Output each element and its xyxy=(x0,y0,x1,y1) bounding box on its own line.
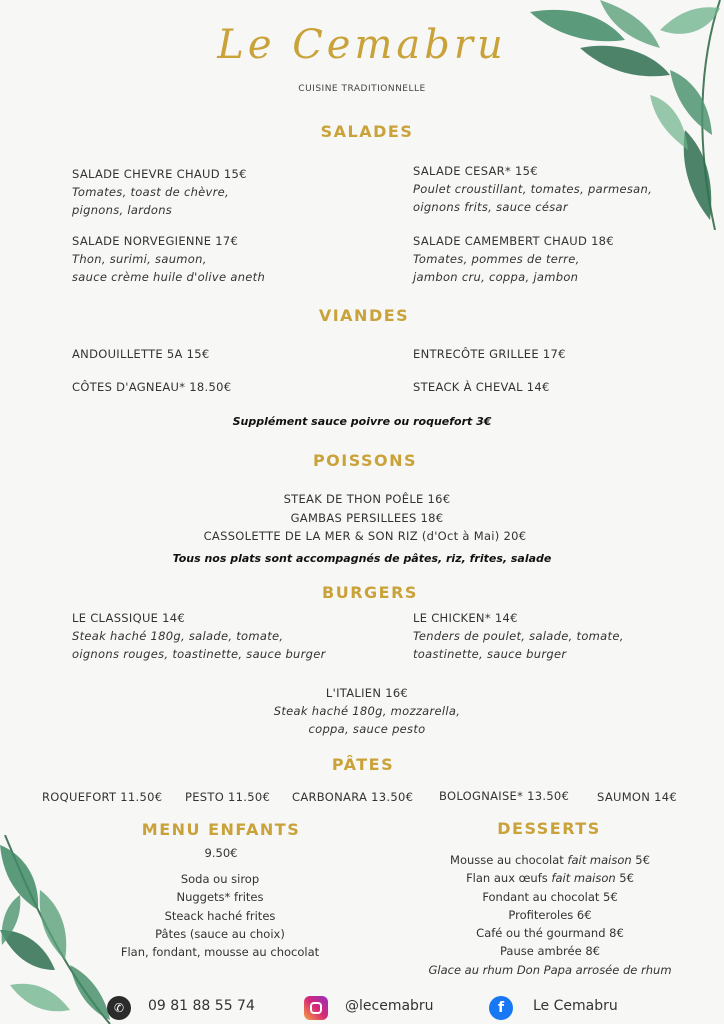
menu-item-salade-cesar xyxy=(413,162,652,216)
item-description: Thon, surimi, saumon, xyxy=(72,252,207,266)
list-item: Fondant au chocolat 5€ xyxy=(482,889,618,904)
menu-item-salade-chevre xyxy=(72,165,247,219)
list-item: Nuggets* frites xyxy=(176,890,264,905)
section-heading-viandes: VIANDES xyxy=(318,306,410,325)
item-description: Tomates, toast de chèvre, xyxy=(72,185,230,199)
section-heading-desserts: DESSERTS xyxy=(497,819,601,838)
phone-icon: ✆ xyxy=(107,996,131,1020)
item-description: pignons, lardons xyxy=(72,203,173,217)
menu-item-burger-chicken xyxy=(413,609,624,663)
menu-item-burger-classique xyxy=(72,609,326,663)
desserts-list xyxy=(410,851,690,979)
item-description: sauce crème huile d'olive aneth xyxy=(72,270,266,284)
list-item: Flan, fondant, mousse au chocolat xyxy=(120,945,320,960)
section-heading-salades: SALADES xyxy=(320,122,414,141)
item-name: SALADE CESAR* 15€ xyxy=(413,164,538,178)
phone-number[interactable]: 09 81 88 55 74 xyxy=(148,998,255,1014)
menu-item-andouillette: ANDOUILLETTE 5A 15€ xyxy=(72,347,210,361)
menu-item-burger-italien xyxy=(0,684,724,738)
list-item: Mousse au chocolat fait maison 5€ xyxy=(450,853,650,867)
list-item: Profiteroles 6€ xyxy=(508,907,592,922)
list-item: Café ou thé gourmand 8€ xyxy=(476,926,624,941)
item-description: coppa, sauce pesto xyxy=(308,722,426,736)
list-item: Steack haché frites xyxy=(164,908,276,923)
menu-item-steak-thon: STEAK DE THON POÊLE 16€ xyxy=(283,492,451,506)
item-description: oignons rouges, toastinette, sauce burger xyxy=(72,647,326,661)
instagram-handle[interactable]: @lecemabru xyxy=(345,998,434,1014)
list-item: Soda ou sirop xyxy=(180,872,260,886)
item-description: toastinette, sauce burger xyxy=(413,647,567,661)
section-heading-poissons: POISSONS xyxy=(312,451,418,470)
item-description: Tomates, pommes de terre, xyxy=(413,252,580,266)
menu-enfants-price: 9.50€ xyxy=(204,846,238,860)
section-heading-burgers: BURGERS xyxy=(322,583,418,602)
item-name: LE CLASSIQUE 14€ xyxy=(72,611,186,625)
item-name: LE CHICKEN* 14€ xyxy=(413,611,518,625)
facebook-icon: f xyxy=(489,996,513,1020)
menu-enfants-list xyxy=(100,870,340,961)
pasta-item-bolognaise: BOLOGNAISE* 13.50€ xyxy=(439,789,570,803)
item-description: Steak haché 180g, mozzarella, xyxy=(273,704,461,718)
item-description: jambon cru, coppa, jambon xyxy=(413,270,579,284)
menu-item-cotes-agneau: CÔTES D'AGNEAU* 18.50€ xyxy=(72,380,232,394)
pasta-item-saumon: SAUMON 14€ xyxy=(597,790,677,804)
item-name: SALADE CAMEMBERT CHAUD 18€ xyxy=(413,234,614,248)
item-description: Tenders de poulet, salade, tomate, xyxy=(413,629,624,643)
item-name: SALADE CHEVRE CHAUD 15€ xyxy=(72,167,247,181)
menu-item-entrecote: ENTRECÔTE GRILLEE 17€ xyxy=(413,347,566,361)
list-item: Flan aux œufs fait maison 5€ xyxy=(466,871,634,886)
item-description: oignons frits, sauce césar xyxy=(413,200,568,214)
item-name: SALADE NORVEGIENNE 17€ xyxy=(72,234,239,248)
instagram-icon xyxy=(304,996,328,1020)
menu-item-salade-norvegienne xyxy=(72,232,265,286)
accompaniment-note: Tous nos plats sont accompagnés de pâtes, riz, frites, salade xyxy=(172,552,552,565)
restaurant-title: Le Cemabru xyxy=(217,22,507,68)
menu-item-salade-camembert xyxy=(413,232,614,286)
menu-item-gambas: GAMBAS PERSILLEES 18€ xyxy=(290,511,444,525)
section-heading-menu-enfants: MENU ENFANTS xyxy=(141,820,301,839)
pasta-item-carbonara: CARBONARA 13.50€ xyxy=(292,790,414,804)
menu-item-steack-cheval: STEACK À CHEVAL 14€ xyxy=(413,380,550,394)
restaurant-subtitle: CUISINE TRADITIONNELLE xyxy=(298,84,426,94)
pasta-item-pesto: PESTO 11.50€ xyxy=(185,790,271,804)
list-item: Pause ambrée 8€ xyxy=(500,944,600,959)
item-name: L'ITALIEN 16€ xyxy=(325,686,409,700)
list-item: Glace au rhum Don Papa arrosée de rhum xyxy=(428,962,672,977)
viandes-supplement-note: Supplément sauce poivre ou roquefort 3€ xyxy=(232,415,492,428)
menu-item-cassolette: CASSOLETTE DE LA MER & SON RIZ (d'Oct à Mai) 20€ xyxy=(203,529,527,543)
facebook-page[interactable]: Le Cemabru xyxy=(533,998,618,1014)
pasta-item-roquefort: ROQUEFORT 11.50€ xyxy=(42,790,163,804)
list-item: Pâtes (sauce au choix) xyxy=(155,926,285,941)
item-description: Poulet croustillant, tomates, parmesan, xyxy=(413,182,653,196)
section-heading-pates: PÂTES xyxy=(331,755,395,774)
item-description: Steak haché 180g, salade, tomate, xyxy=(72,629,284,643)
